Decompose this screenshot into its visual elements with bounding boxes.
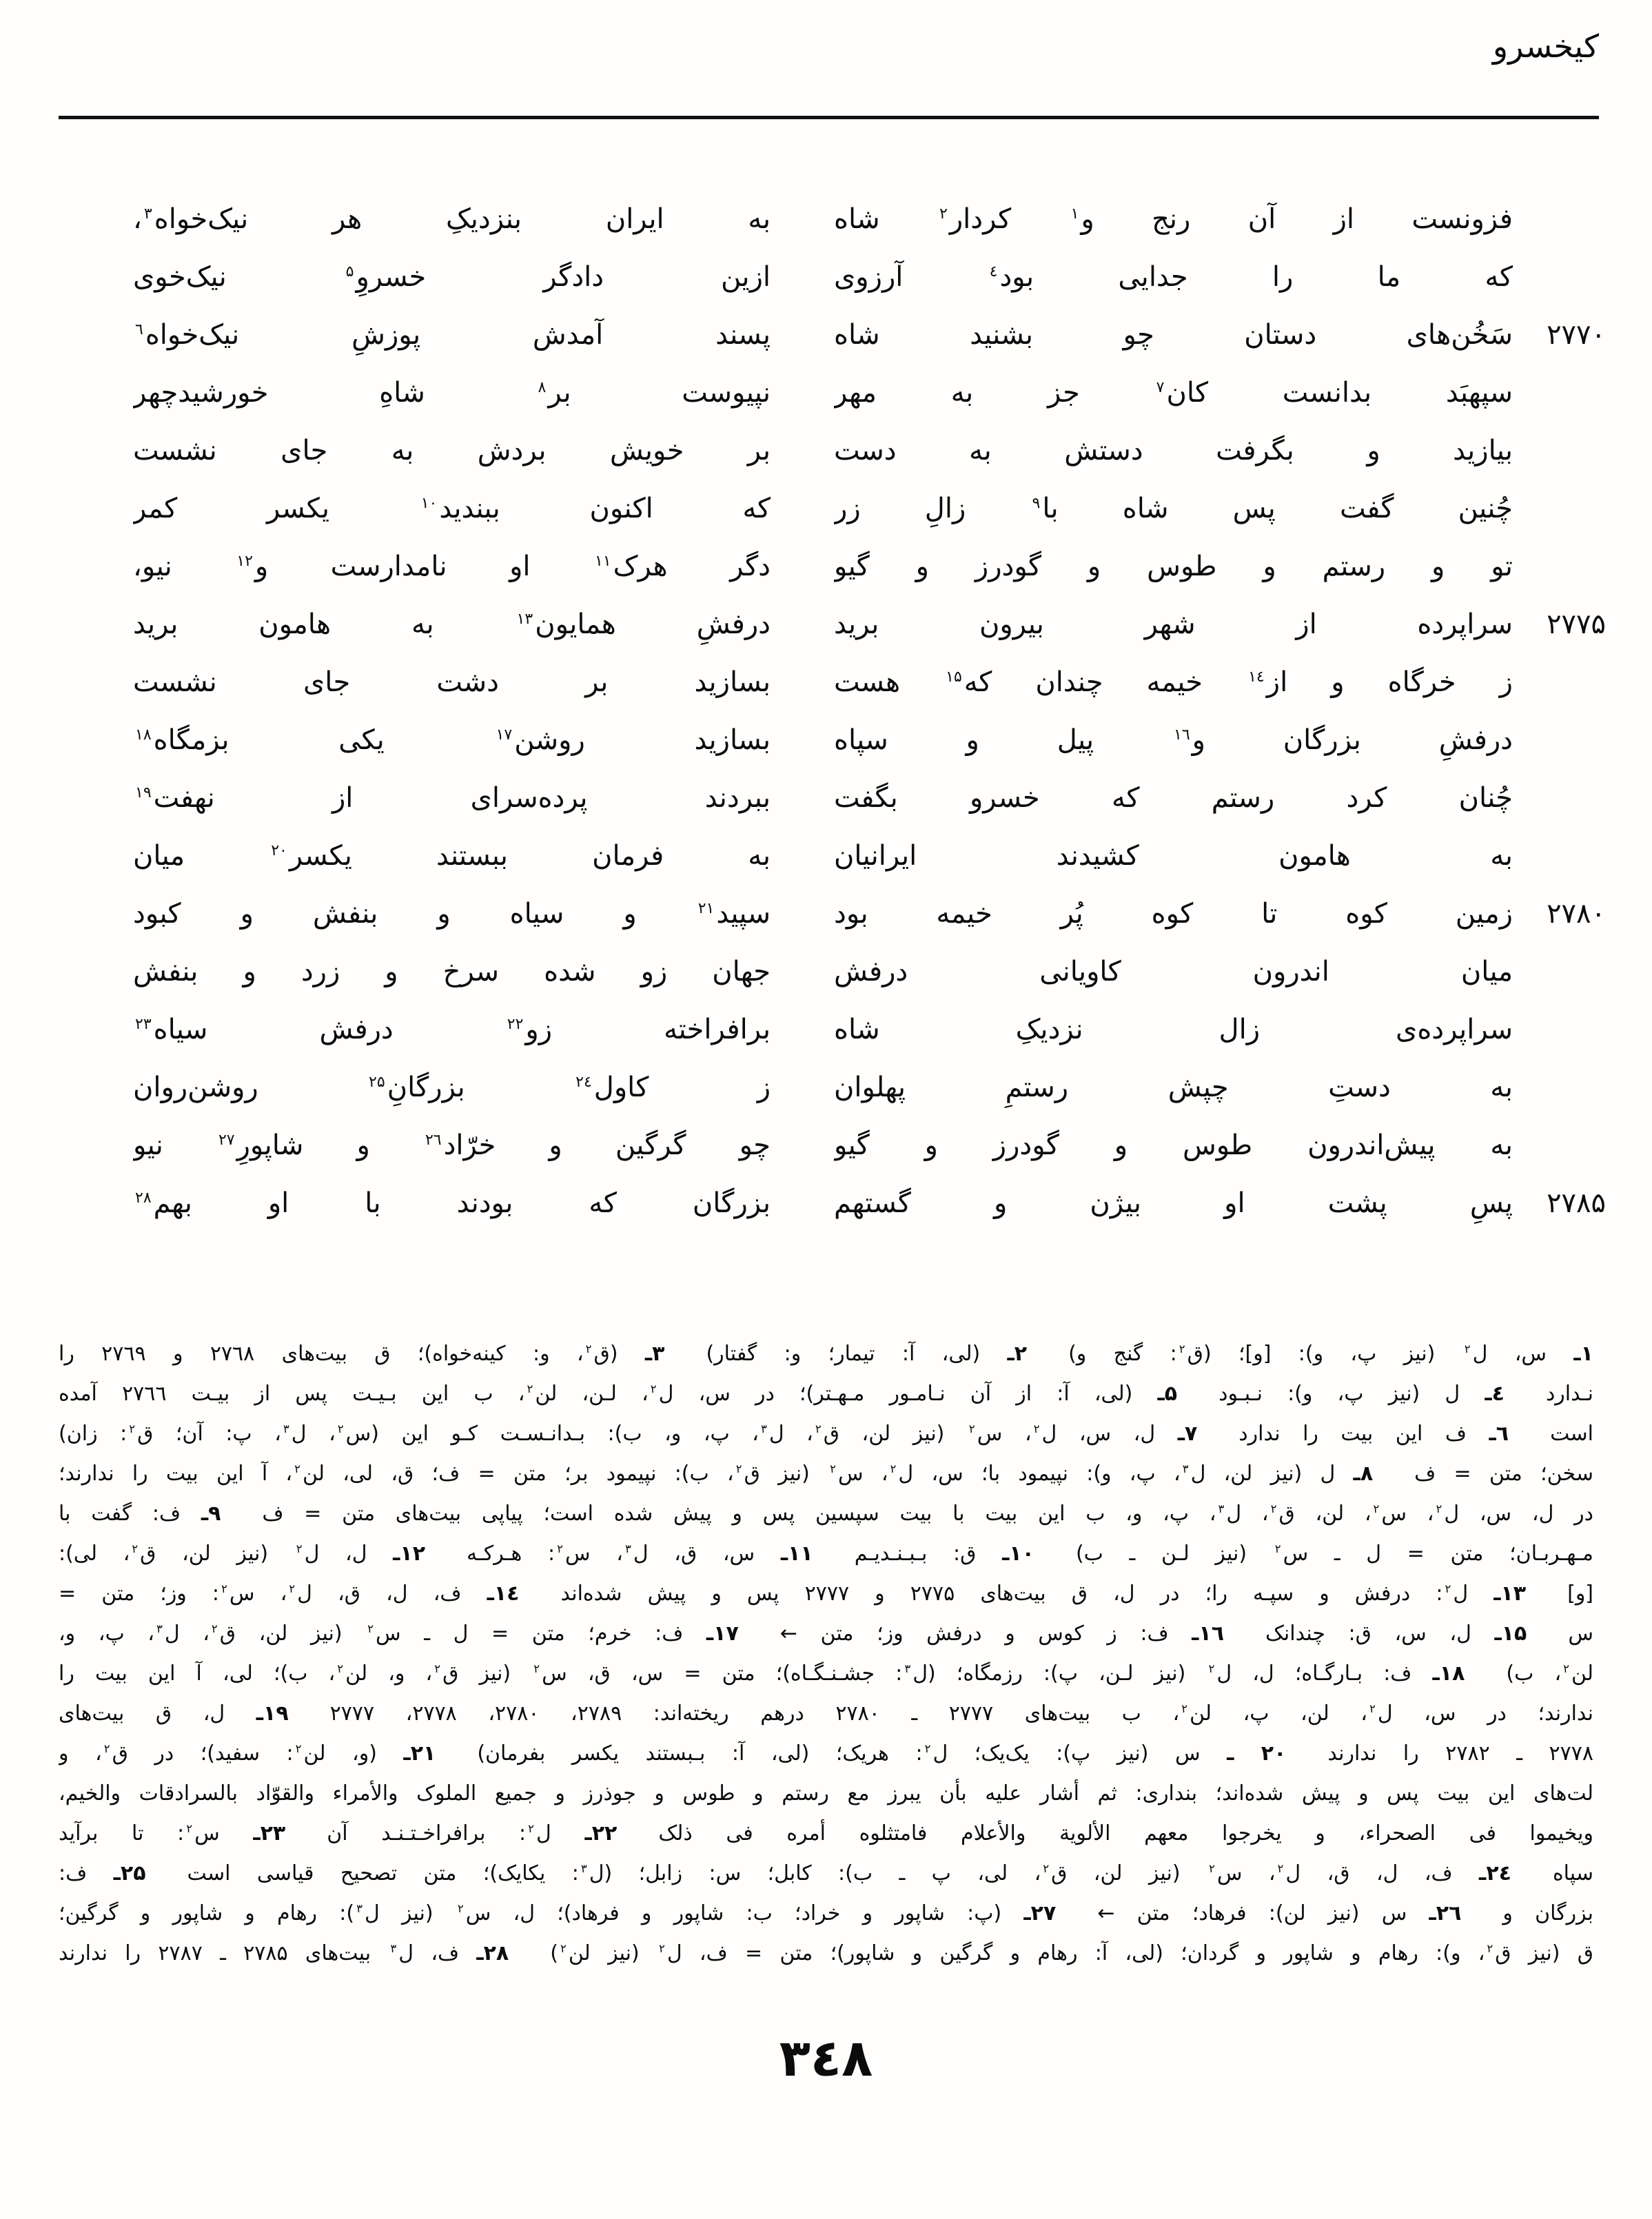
hemistich-second: جهان زو شده سرخ و زرد و بنفش (133, 956, 771, 988)
verse-row (133, 538, 1606, 595)
column-gutter (771, 190, 834, 248)
footnote-line: ق (نیز ق$^۲$، و): رهام و شاپور و گردان؛ (لی، آ: رهام و گرگین و شاپور)؛ متن = ف، ل$^۲$ (نیز لن$^۲$) ۲۸ـ ف، ل$^۳$ بیت‌های ۲۷۸۵ ـ ۲۷۸۷ را ندارند (59, 1941, 1593, 1965)
hemistich-first: به دستِ چپش رستمِ پهلوان (834, 1072, 1513, 1103)
column-gutter (771, 364, 834, 422)
footnotes-section (59, 1334, 1593, 1974)
verse-number: ۲۷۷۵ (1547, 609, 1606, 640)
hemistich-first: فزونست از آن رنج و$^۱$ کردار$^۲$ شاه (834, 203, 1513, 235)
page-number: ۳٤۸ (779, 2029, 873, 2088)
verse-number: ۲۷۷۰ (1547, 319, 1606, 351)
footnote-line: ۲۷۷۸ ـ ۲۷۸۲ را ندارند ۲۰ ـ س (نیز پ): یک‌یک؛ ل$^۲$: هریک؛ (لی، آ: بـبستند یکسر بفرمان) ۲۱ـ (و، لن$^۲$: سفید)؛ در ق$^۲$، و (59, 1741, 1593, 1766)
hemistich-first: که ما را جدایی بود$^٤$ آرزوی (834, 261, 1513, 293)
footnote-line: ویخیموا فی الصحراء، و یخرجوا معهم الألویة والأعلام فامتثلوه أمره فی ذلک ۲۲ـ ل$^۲$: برافراخـتـنـد آن ۲۳ـ س$^۲$: تا برآید (59, 1821, 1593, 1845)
verse-number (1516, 480, 1606, 538)
footnote-line: لت‌های این بیت پس و پیش شده‌اند؛ بنداری: ثم أشار علیه بأن یبرز مع رستم و طوس و جوذرز و جمیع الملوک والأمراء والقوّاد بالسرادقات والخیم، (59, 1781, 1593, 1806)
column-gutter (771, 827, 834, 885)
footnote-line: لن$^۲$، ب) ۱۸ـ ف: بـارگـاه؛ ل، ل$^۲$ (نیز لـن، پ): رزمگاه؛ (ل$^۳$: جشـنـگـاه)؛ متن = س، ق، س$^۲$ (نیز ق$^۲$، و، لن$^۲$، ب)؛ لی، آ این بیت را (59, 1661, 1593, 1686)
verse-row (133, 306, 1606, 364)
hemistich-second: پسند آمدش پوزشِ نیک‌خواه$^٦$ (135, 319, 771, 351)
hemistich-second: که اکنون ببندید$^{۱۰}$ یکسر کمر (133, 493, 771, 524)
verse-row (133, 653, 1606, 711)
column-gutter (771, 422, 834, 480)
verse-row (133, 1001, 1606, 1059)
verse-row (133, 422, 1606, 480)
page-header-title: کیخسرو (1492, 28, 1599, 65)
verse-number (1516, 827, 1606, 885)
verse-row (133, 1116, 1606, 1174)
verse-section (133, 190, 1606, 1232)
column-gutter (771, 538, 834, 595)
column-gutter (771, 711, 834, 769)
verse-number (1516, 1001, 1606, 1059)
header-rule-divider (59, 116, 1599, 119)
hemistich-first: سپهبَد بدانست کان$^۷$ جز به مهر (834, 377, 1513, 409)
hemistich-first: درفشِ بزرگان و$^{۱٦}$ پیل و سپاه (834, 724, 1513, 756)
verse-number (1516, 248, 1606, 306)
verse-row (133, 827, 1606, 885)
verse-number (1516, 1116, 1606, 1174)
hemistich-second: به ایران بنزدیکِ هر نیک‌خواه$^۳$، (133, 203, 771, 235)
verse-number: ۲۷۸۵ (1547, 1187, 1606, 1219)
verse-row (133, 190, 1606, 248)
hemistich-first: سراپرده از شهر بیرون برید (834, 609, 1513, 640)
hemistich-second: بزرگان که بودند با او بهم$^{۲۸}$ (135, 1187, 771, 1219)
hemistich-second: بسازید بر دشت جای نشست (133, 666, 771, 698)
footnote-line: در ل، س، ل$^۲$، س$^۲$، لن، ق$^۲$، ل$^۳$، پ، و، ب این بیت با بیت سپسین پس و پیش شده است؛ پیاپی بیت‌های متن = ف ۹ـ ف: گفت با (59, 1502, 1593, 1526)
verse-row (133, 595, 1606, 653)
hemistich-second: بر خویش بردش به جای نشست (133, 435, 771, 467)
hemistich-first: سَخُن‌های دستان چو بشنید شاه (834, 319, 1513, 351)
hemistich-second: دگر هرک$^{۱۱}$ او نامدارست و$^{۱۲}$ نیو، (133, 551, 771, 582)
footnote-line: است ٦ـ ف این بیت را ندارد ۷ـ ل، س، ل$^۲$، س$^۲$ (نیز لن، ق$^۲$، ل$^۳$، پ، و، ب): بـدانـسـت کـو این (س$^۲$، ل$^۳$، پ: آن؛ ق$^۲$: زان) (59, 1422, 1593, 1446)
hemistich-second: ببردند پرده‌سرای از نهفت$^{۱۹}$ (135, 782, 771, 814)
verse-number (1516, 711, 1606, 769)
hemistich-first: پسِ پشت او بیژن و گستهم (834, 1187, 1513, 1219)
verse-number (1516, 1059, 1606, 1116)
hemistich-first: چُنین گفت پس شاه با$^۹$ زالِ زر (834, 493, 1513, 524)
hemistich-first: بیازید و بگرفت دستش به دست (834, 435, 1513, 467)
hemistich-first: ز خرگاه و از$^{۱٤}$ خیمه چندان که$^{۱۵}$ هست (834, 666, 1513, 698)
verse-row (133, 480, 1606, 538)
hemistich-second: سپید$^{۲۱}$ و سیاه و بنفش و کبود (133, 898, 771, 930)
hemistich-second: نپیوست بر$^۸$ شاهِ خورشیدچهر (133, 377, 771, 409)
column-gutter (771, 1001, 834, 1059)
footnote-line: مـهـربـان؛ متن = ل ـ س$^۲$ (نیز لـن ـ ب) ۱۰ـ ق: بـبـنـدیـم ۱۱ـ س، ق، ل$^۳$، س$^۲$: هـرکـه ۱۲ـ ل، ل$^۲$ (نیز لن، ق$^۲$، لی): (59, 1542, 1593, 1566)
hemistich-first: تو و رستم و طوس و گودرز و گیو (834, 551, 1513, 582)
verse-number (1516, 364, 1606, 422)
column-gutter (771, 943, 834, 1001)
column-gutter (771, 769, 834, 827)
hemistich-first: سراپرده‌ی زال نزدیکِ شاه (834, 1014, 1513, 1045)
verse-number (1516, 943, 1606, 1001)
verse-row (133, 943, 1606, 1001)
verse-row (133, 1059, 1606, 1116)
footnote-line: سپاه ۲٤ـ ف، ل، ق، ل$^۲$، س$^۲$ (نیز لن، ق$^۲$، لی، پ ـ ب): کابل؛ س: زابل؛ (ل$^۳$: یکایک)؛ متن تصحیح قیاسی است ۲۵ـ ف: (59, 1861, 1593, 1885)
hemistich-second: ز کاول$^{۲٤}$ بزرگانِ$^{۲۵}$ روشن‌روان (133, 1072, 771, 1103)
hemistich-first: به هامون کشیدند ایرانیان (834, 840, 1513, 872)
footnote-line: [و] ۱۳ـ ل$^۲$: درفش و سپـه را؛ در ل، ق بیت‌های ۲۷۷۵ و ۲۷۷۷ پس و پیش شده‌اند ۱٤ـ ف، ل، ق، ل$^۲$، س$^۲$: وز؛ متن = (59, 1582, 1593, 1606)
verse-number (1516, 653, 1606, 711)
verse-row (133, 364, 1606, 422)
verse-row (133, 769, 1606, 827)
column-gutter (771, 653, 834, 711)
verse-number (1516, 769, 1606, 827)
verse-number: ۲۷۸۰ (1547, 898, 1606, 930)
hemistich-first: میان اندرون کاویانی درفش (834, 956, 1513, 988)
verse-row (133, 1174, 1606, 1232)
hemistich-second: برافراخته زو$^{۲۲}$ درفش سیاه$^{۲۳}$ (135, 1014, 771, 1045)
column-gutter (771, 248, 834, 306)
footnote-line: ۱ـ س، ل$^۲$ (نیز پ، و): [و]؛ (ق$^۲$: گنج و) ۲ـ (لی، آ: تیمار؛ و: گفتار) ۳ـ (ق$^۲$، و: کینه‌خواه)؛ ق بیت‌های ۲۷٦۸ و ۲۷٦۹ را (59, 1342, 1593, 1366)
footnote-line: س ۱۵ـ ل، س، ق: چندانک ۱٦ـ ف: ز کوس و درفش وز؛ متن ← ۱۷ـ ف: خرم؛ متن = ل ـ س$^۲$ (نیز لن، ق$^۲$، ل$^۳$، پ، و، (59, 1622, 1593, 1646)
column-gutter (771, 1116, 834, 1174)
hemistich-first: به پیش‌اندرون طوس و گودرز و گیو (834, 1129, 1513, 1161)
footnote-line: بزرگان و ۲٦ـ س (نیز لن): فرهاد؛ متن ← ۲۷ـ (پ: شاپور و خراد؛ ب: شاپور و فرهاد)؛ ل، س$^۲$ (نیز ل$^۳$): رهام و شاپور و گرگین؛ (59, 1901, 1593, 1925)
footnote-line: نـدارد ٤ـ ل (نیز پ، و): نـبـود ۵ـ (لی، آ: از آن نـامـور مـهـتر)؛ در س، ل$^۲$، لـن، لن$^۲$، ب این بـیـت پس از بیـت ۲۷٦٦ آمده (59, 1382, 1593, 1406)
verse-number (1516, 422, 1606, 480)
hemistich-second: درفشِ همایون$^{۱۳}$ به هامون برید (133, 609, 771, 640)
hemistich-second: بسازید روشن$^{۱۷}$ یکی بزمگاه$^{۱۸}$ (135, 724, 771, 756)
hemistich-second: چو گرگین و خرّاد$^{۲٦}$ و شاپورِ$^{۲۷}$ نیو (133, 1129, 771, 1161)
column-gutter (771, 1059, 834, 1116)
column-gutter (771, 885, 834, 943)
footnote-line: ندارند؛ در س، ل$^۲$، لن، پ، لن$^۲$، ب بیت‌های ۲۷۷۷ ـ ۲۷۸۰ درهم ریخته‌اند: ۲۷۸۹، ۲۷۸۰، ۲۷۷۸، ۲۷۷۷ ۱۹ـ ل، ق بیت‌های (59, 1701, 1593, 1726)
footnote-line: سخن؛ متن = ف ۸ـ ل (نیز لن، ل$^۳$، پ، و): نپیمود با؛ س، ل$^۲$، س$^۲$ (نیز ق$^۲$، ب): نپیمود بر؛ متن = ف؛ ق، لی، لن$^۲$، آ این بیت را ندارند؛ (59, 1462, 1593, 1486)
hemistich-first: زمین کوه تا کوه پُر خیمه بود (834, 898, 1513, 930)
hemistich-second: ازین دادگر خسروِ$^۵$ نیک‌خوی (133, 261, 771, 293)
hemistich-second: به فرمان ببستند یکسر$^{۲۰}$ میان (133, 840, 771, 872)
column-gutter (771, 1174, 834, 1232)
verse-row (133, 711, 1606, 769)
verse-row (133, 885, 1606, 943)
hemistich-first: چُنان کرد رستم که خسرو بگفت (834, 782, 1513, 814)
column-gutter (771, 595, 834, 653)
verse-row (133, 248, 1606, 306)
verse-number (1516, 538, 1606, 595)
column-gutter (771, 480, 834, 538)
column-gutter (771, 306, 834, 364)
verse-number (1516, 190, 1606, 248)
